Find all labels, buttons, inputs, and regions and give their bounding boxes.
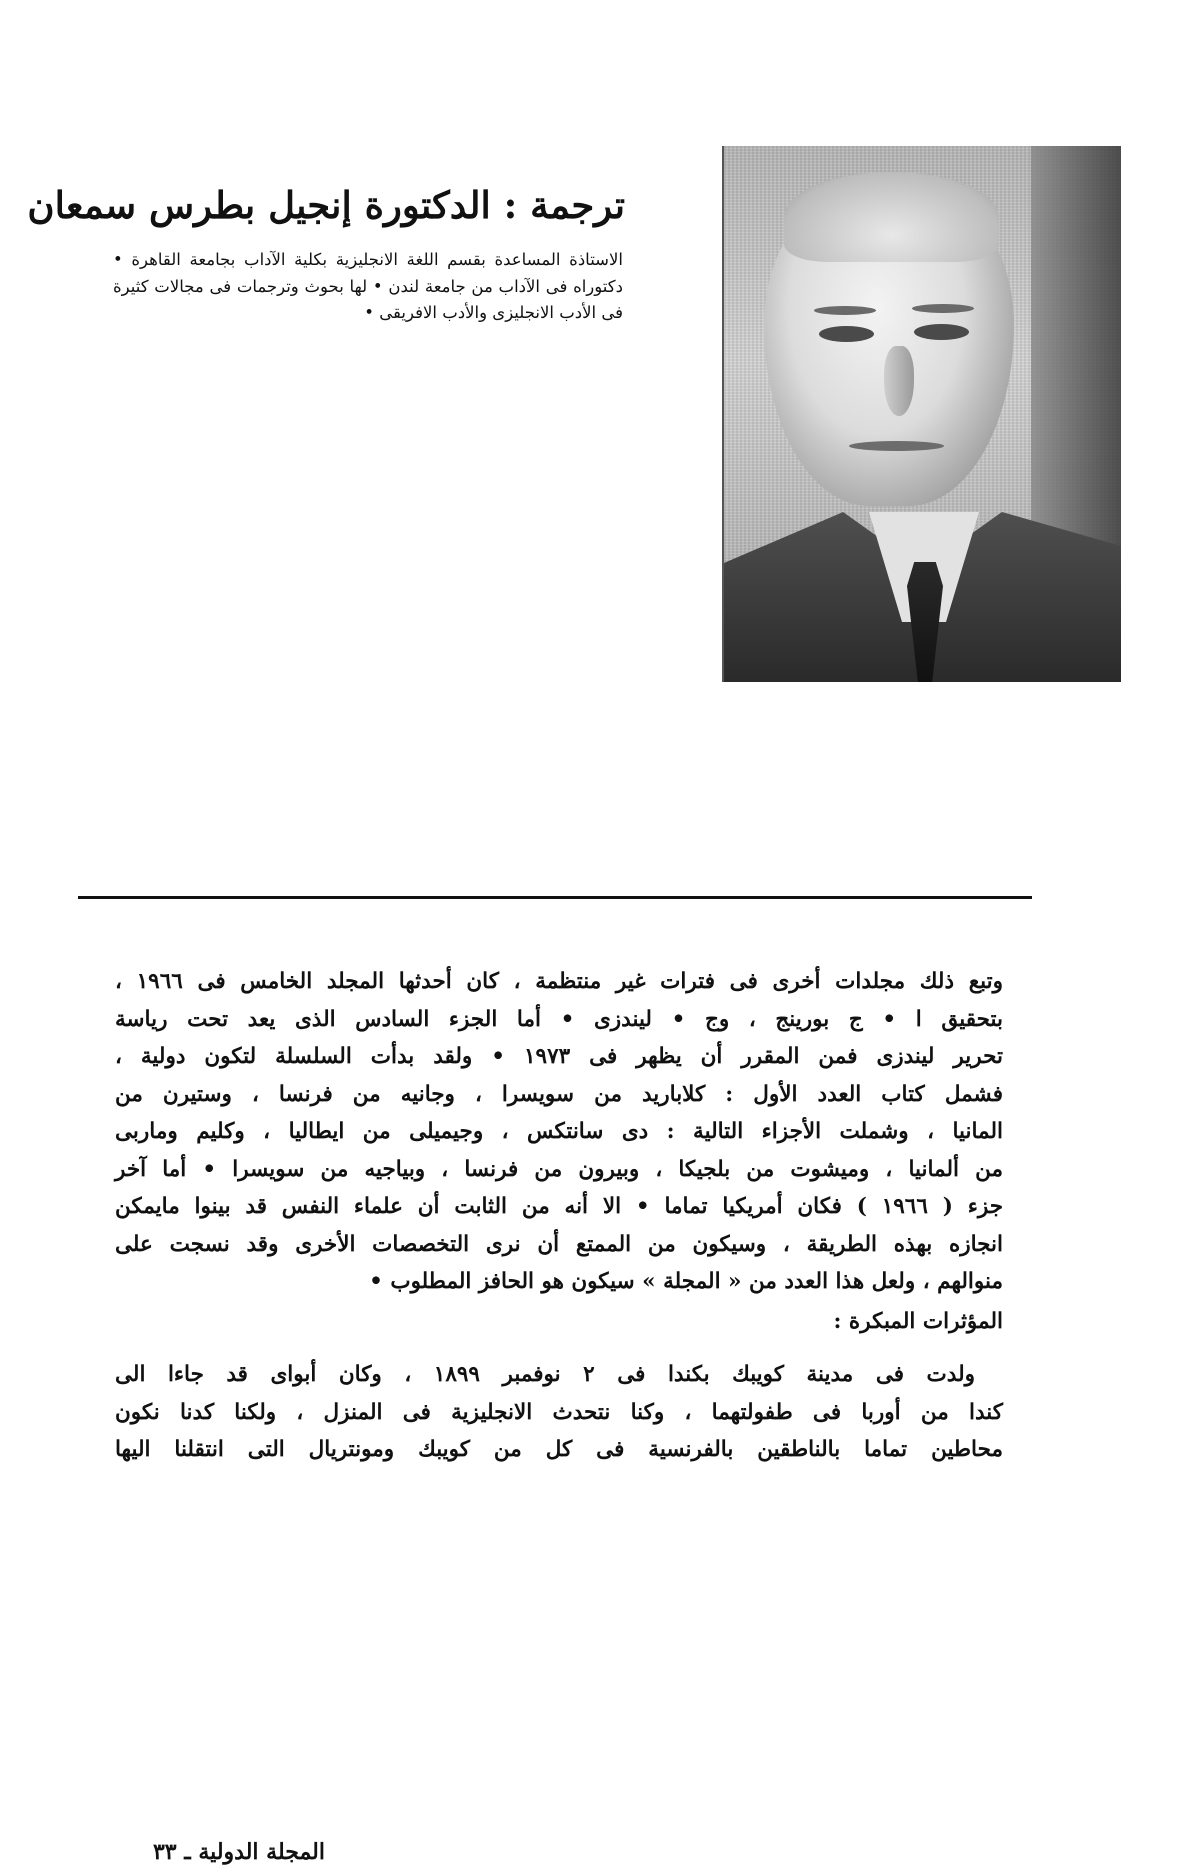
translator-heading: ترجمة : الدكتورة إنجيل بطرس سمعان (27, 183, 625, 227)
section-divider (78, 896, 1032, 899)
text-line: من ألمانيا ، وميشوت من بلجيكا ، وبيرون من فرنسا ، وبياجيه من سويسرا • أما آخر (115, 1156, 1003, 1182)
paragraph-1 (115, 963, 1003, 1301)
paragraph-2 (115, 1356, 1003, 1469)
text-line: المانيا ، وشملت الأجزاء التالية : دى سانتكس ، وجيميلى من ايطاليا ، وكليم وماربى (115, 1119, 1003, 1144)
text-line: منوالهم ، ولعل هذا العدد من « المجلة » سيكون هو الحافز المطلوب • (369, 1269, 1003, 1294)
text-line: كندا من أوربا فى طفولتهما ، وكنا نتحدث الانجليزية فى المنزل ، ولكنا كدنا نكون (115, 1399, 1003, 1425)
author-portrait-photo (722, 146, 1121, 682)
text-line: فشمل كتاب العدد الأول : كلاباريد من سويسرا ، وجانيه من فرنسا ، وستيرن من (115, 1081, 1003, 1107)
text-line: محاطين تماما بالناطقين بالفرنسية فى كل من كويبك ومونتريال التى انتقلنا اليها (115, 1437, 1003, 1462)
section-subheading: المؤثرات المبكرة : (833, 1308, 1003, 1334)
page-footer: المجلة الدولية ـ ٣٣ (152, 1839, 325, 1865)
text-line: بتحقيق ا • ج بورينج ، وج • ليندزى • أما الجزء السادس الذى يعد تحت رياسة (115, 1006, 1003, 1032)
article-body (115, 963, 1003, 1469)
text-line: انجازه بهذه الطريقة ، وسيكون من الممتع أن نرى التخصصات الأخرى وقد نسجت على (115, 1231, 1003, 1257)
text-line: ولدت فى مدينة كويبك بكندا فى ٢ نوفمبر ١٨٩٩ ، وكان أبواى قد جاءا الى (115, 1362, 976, 1387)
text-line: وتبع ذلك مجلدات أخرى فى فترات غير منتظمة ، كان أحدثها المجلد الخامس فى ١٩٦٦ ، (115, 969, 1003, 994)
translator-bio: الاستاذة المساعدة بقسم اللغة الانجليزية بكلية الآداب بجامعة القاهرة • دكتوراه فى الآداب من جامعة لندن • لها بحوث وترجمات فى مجالات كثيرة فى الأدب الانجليزى والأدب الافريقى • (113, 250, 623, 322)
text-line: جزء ( ١٩٦٦ ) فكان أمريكيا تماما • الا أنه من الثابت أن علماء النفس قد بينوا مايمكن (115, 1194, 1003, 1219)
text-line: تحرير ليندزى فمن المقرر أن يظهر فى ١٩٧٣ • ولقد بدأت السلسلة لتكون دولية ، (115, 1044, 1003, 1069)
